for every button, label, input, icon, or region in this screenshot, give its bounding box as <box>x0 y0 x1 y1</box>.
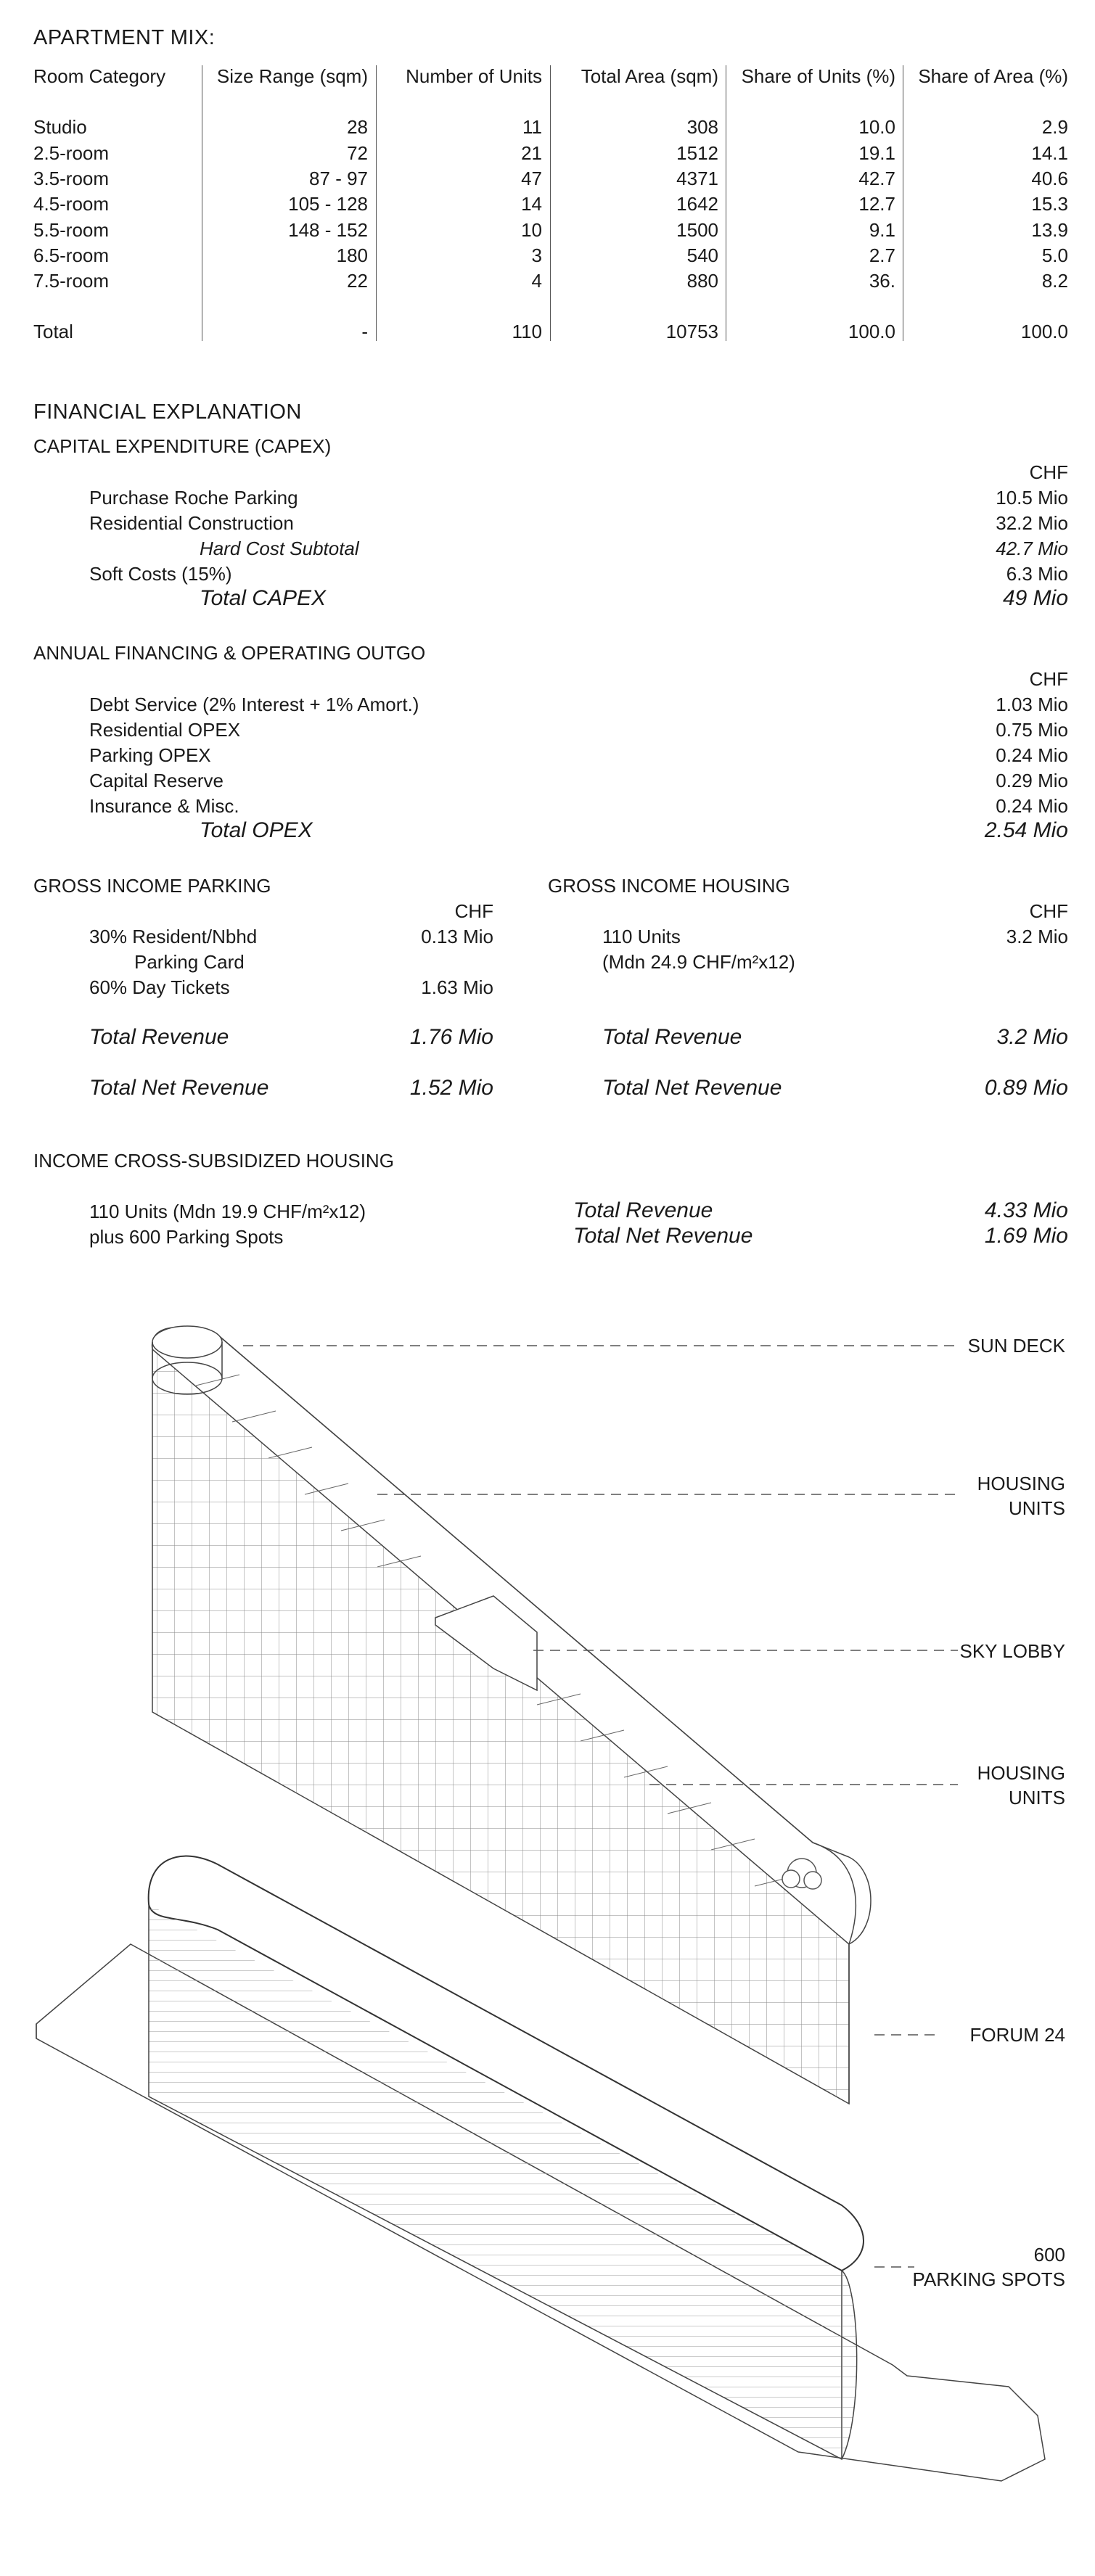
table-cell: 7.5-room <box>33 270 110 292</box>
parking-net-label: Total Net Revenue <box>89 1076 269 1100</box>
table-cell: 5.5-room <box>33 219 110 241</box>
housing-item-label: 110 Units <box>602 926 681 947</box>
parking-revenue-value: 1.76 Mio <box>409 1025 493 1049</box>
capex-item-value: 10.5 Mio <box>996 487 1068 509</box>
financial-title: FINANCIAL EXPLANATION <box>33 400 302 424</box>
parking-item-label: 30% Resident/Nbhd <box>89 926 258 947</box>
label-housing-units-lower-cont: UNITS <box>1009 1787 1065 1808</box>
parking-net-value: 1.52 Mio <box>409 1076 493 1100</box>
parking-item-label: 60% Day Tickets <box>89 976 230 998</box>
housing-net-value: 0.89 Mio <box>984 1076 1068 1100</box>
cross-subsidized-line: plus 600 Parking Spots <box>89 1226 284 1248</box>
label-forum-24: FORUM 24 <box>969 2024 1065 2046</box>
table-cell: 42.7 <box>858 168 895 189</box>
col-header-size-range: Size Range (sqm) <box>216 65 368 87</box>
table-cell: 5.0 <box>1041 244 1068 266</box>
housing-item-value: 3.2 Mio <box>1006 926 1068 947</box>
col-header-total-area: Total Area (sqm) <box>581 65 718 87</box>
opex-item-label: Parking OPEX <box>89 744 211 766</box>
table-cell: 8.2 <box>1041 270 1068 292</box>
table-cell: 148 - 152 <box>288 219 368 241</box>
table-cell: Studio <box>33 116 87 138</box>
table-cell: 12.7 <box>858 193 895 215</box>
table-total-label: Total <box>33 321 73 342</box>
capex-subtotal-label: Hard Cost Subtotal <box>200 538 359 559</box>
table-total-cell: 10753 <box>665 321 718 342</box>
housing-currency: CHF <box>1029 900 1068 922</box>
col-header-room-category: Room Category <box>33 65 166 87</box>
table-cell: 36. <box>869 270 895 292</box>
opex-total-value: 2.54 Mio <box>984 818 1068 842</box>
table-total-cell: 100.0 <box>848 321 895 342</box>
table-cell: 15.3 <box>1031 193 1068 215</box>
opex-item-label: Capital Reserve <box>89 770 223 791</box>
opex-title: ANNUAL FINANCING & OPERATING OUTGO <box>33 642 426 664</box>
table-cell: 180 <box>336 244 368 266</box>
cross-revenue-value: 4.33 Mio <box>984 1198 1068 1222</box>
cross-revenue-label: Total Revenue <box>573 1198 713 1222</box>
table-cell: 6.5-room <box>33 244 110 266</box>
table-total-cell: - <box>361 321 368 342</box>
table-divider <box>550 65 551 341</box>
table-cell: 1500 <box>676 219 718 241</box>
opex-item-label: Residential OPEX <box>89 719 241 741</box>
col-header-number-units: Number of Units <box>406 65 542 87</box>
housing-income-title: GROSS INCOME HOUSING <box>548 875 790 897</box>
label-parking-spots: PARKING SPOTS <box>912 2268 1065 2290</box>
housing-item-label-cont: (Mdn 24.9 CHF/m²x12) <box>602 951 795 973</box>
table-total-cell: 100.0 <box>1020 321 1068 342</box>
label-housing-units-upper-cont: UNITS <box>1009 1497 1065 1519</box>
label-parking-count: 600 <box>1033 2244 1065 2266</box>
capex-item-label: Residential Construction <box>89 512 294 534</box>
parking-item-value: 0.13 Mio <box>421 926 493 947</box>
table-cell: 40.6 <box>1031 168 1068 189</box>
table-cell: 21 <box>521 142 542 164</box>
building-axonometric-diagram <box>0 1291 1095 2568</box>
label-housing-units-upper: HOUSING <box>977 1473 1065 1494</box>
table-cell: 4.5-room <box>33 193 110 215</box>
opex-item-label: Debt Service (2% Interest + 1% Amort.) <box>89 694 419 715</box>
parking-income-title: GROSS INCOME PARKING <box>33 875 271 897</box>
capex-item-value: 32.2 Mio <box>996 512 1068 534</box>
capex-item-label: Purchase Roche Parking <box>89 487 298 509</box>
opex-item-value: 0.24 Mio <box>996 795 1068 817</box>
parking-revenue-label: Total Revenue <box>89 1025 229 1049</box>
table-cell: 9.1 <box>869 219 895 241</box>
opex-item-label: Insurance & Misc. <box>89 795 239 817</box>
table-cell: 1642 <box>676 193 718 215</box>
table-cell: 72 <box>347 142 368 164</box>
table-cell: 10.0 <box>858 116 895 138</box>
parking-item-label-cont: Parking Card <box>134 951 245 973</box>
table-cell: 105 - 128 <box>288 193 368 215</box>
diagram-drawing <box>36 1326 1045 2481</box>
table-cell: 87 - 97 <box>309 168 368 189</box>
cross-net-label: Total Net Revenue <box>573 1224 753 1248</box>
table-cell: 540 <box>686 244 718 266</box>
table-cell: 2.7 <box>869 244 895 266</box>
housing-net-label: Total Net Revenue <box>602 1076 782 1100</box>
capex-soft-label: Soft Costs (15%) <box>89 563 232 585</box>
table-cell: 1512 <box>676 142 718 164</box>
table-cell: 308 <box>686 116 718 138</box>
table-cell: 880 <box>686 270 718 292</box>
table-divider <box>376 65 377 341</box>
label-housing-units-lower: HOUSING <box>977 1762 1065 1784</box>
opex-item-value: 0.75 Mio <box>996 719 1068 741</box>
opex-currency: CHF <box>1029 668 1068 690</box>
opex-item-value: 1.03 Mio <box>996 694 1068 715</box>
housing-revenue-value: 3.2 Mio <box>996 1025 1068 1049</box>
capex-soft-value: 6.3 Mio <box>1006 563 1068 585</box>
housing-revenue-label: Total Revenue <box>602 1025 742 1049</box>
label-sky-lobby: SKY LOBBY <box>959 1640 1065 1662</box>
table-cell: 14.1 <box>1031 142 1068 164</box>
table-cell: 13.9 <box>1031 219 1068 241</box>
apartment-mix-title: APARTMENT MIX: <box>33 26 216 49</box>
opex-item-value: 0.24 Mio <box>996 744 1068 766</box>
table-cell: 3.5-room <box>33 168 110 189</box>
table-cell: 19.1 <box>858 142 895 164</box>
capex-total-label: Total CAPEX <box>200 586 326 610</box>
capex-currency: CHF <box>1029 461 1068 483</box>
table-cell: 22 <box>347 270 368 292</box>
table-cell: 47 <box>521 168 542 189</box>
table-cell: 28 <box>347 116 368 138</box>
label-sun-deck: SUN DECK <box>967 1335 1065 1357</box>
table-cell: 4371 <box>676 168 718 189</box>
opex-item-value: 0.29 Mio <box>996 770 1068 791</box>
table-cell: 4 <box>531 270 542 292</box>
table-cell: 3 <box>531 244 542 266</box>
capex-title: CAPITAL EXPENDITURE (CAPEX) <box>33 435 332 457</box>
parking-item-value: 1.63 Mio <box>421 976 493 998</box>
capex-subtotal-value: 42.7 Mio <box>996 538 1068 559</box>
col-header-share-area: Share of Area (%) <box>918 65 1068 87</box>
table-total-cell: 110 <box>512 321 542 342</box>
capex-total-value: 49 Mio <box>1002 586 1068 610</box>
opex-total-label: Total OPEX <box>200 818 313 842</box>
table-cell: 2.5-room <box>33 142 110 164</box>
cross-subsidized-line: 110 Units (Mdn 19.9 CHF/m²x12) <box>89 1201 366 1222</box>
table-cell: 11 <box>522 116 542 138</box>
table-cell: 10 <box>521 219 542 241</box>
table-cell: 14 <box>521 193 542 215</box>
cross-subsidized-title: INCOME CROSS-SUBSIDIZED HOUSING <box>33 1150 394 1172</box>
parking-currency: CHF <box>454 900 493 922</box>
table-cell: 2.9 <box>1041 116 1068 138</box>
cross-net-value: 1.69 Mio <box>984 1224 1068 1248</box>
col-header-share-units: Share of Units (%) <box>741 65 895 87</box>
